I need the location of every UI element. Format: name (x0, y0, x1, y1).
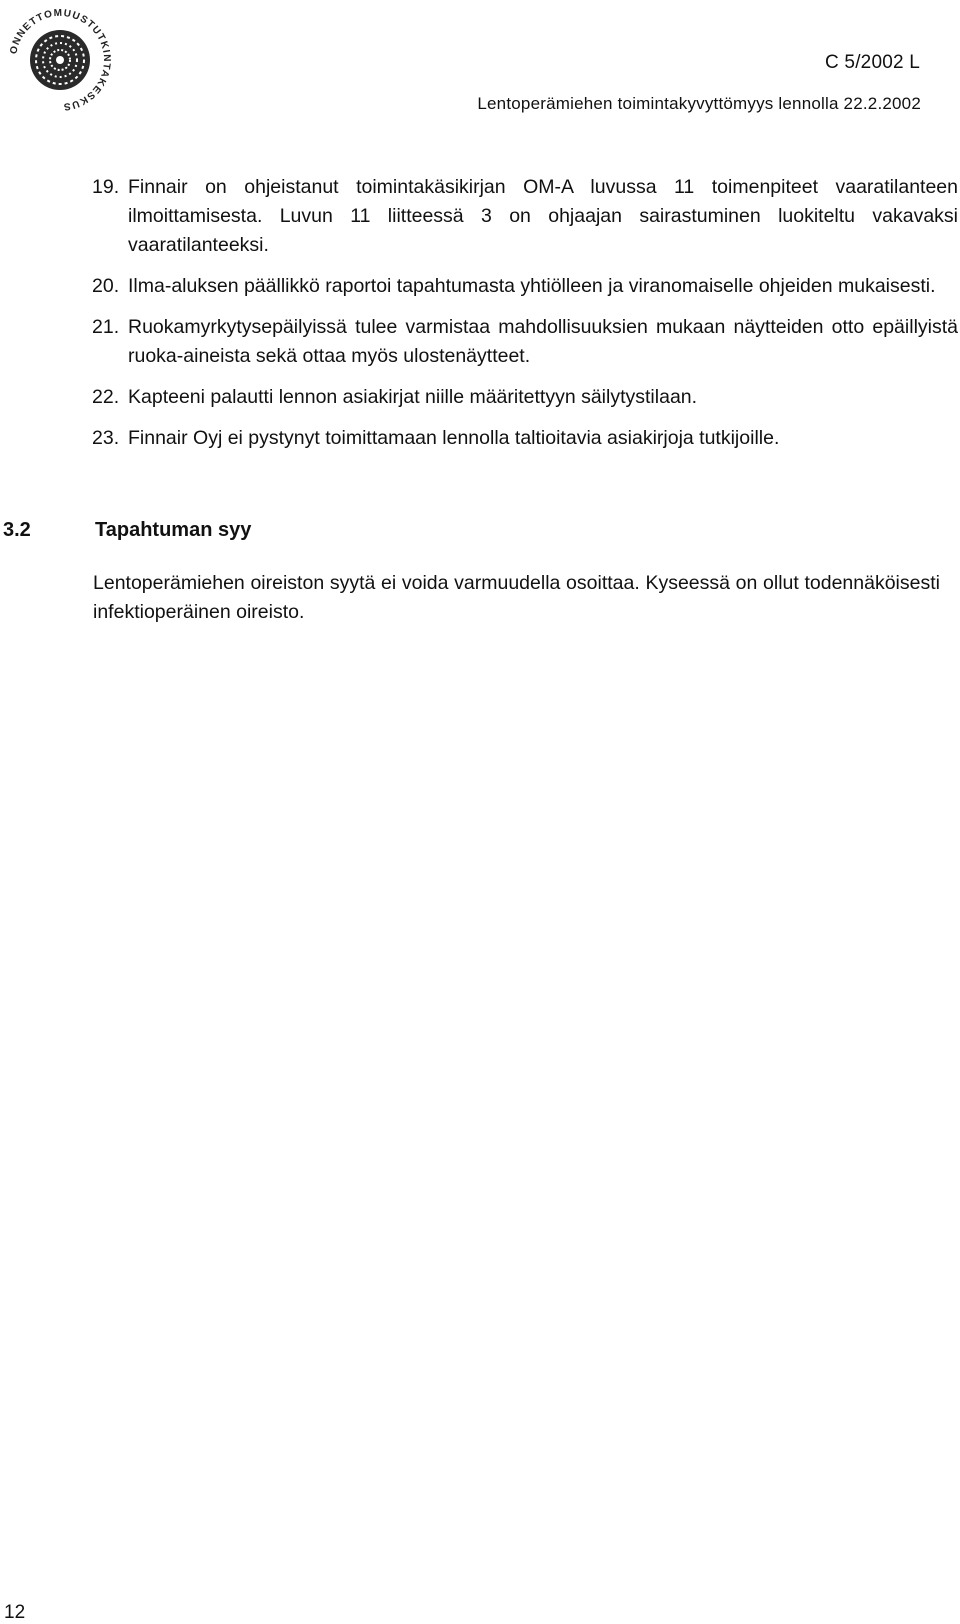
item-number: 20. (92, 275, 120, 297)
list-item (92, 313, 958, 371)
list-item (92, 424, 958, 453)
item-text: Ruokamyrkytysepäilyissä tulee varmistaa mahdollisuuksien mukaan näytteiden otto epäillyistä ruoka-aineista sekä ottaa myös ulostenäytteet. (128, 316, 958, 367)
findings-list (92, 173, 958, 465)
seal-logo (4, 4, 116, 116)
item-text: Finnair Oyj ei pystynyt toimittamaan lennolla taltioitavia asiakirjoja tutkijoille. (128, 427, 780, 449)
item-text: Finnair on ohjeistanut toimintakäsikirjan OM-A luvussa 11 toimenpiteet vaaratilanteen ilmoittamisesta. Luvun 11 liitteessä 3 on ohjaajan sairastuminen luokiteltu vakavaksi vaaratilanteeksi. (128, 176, 958, 256)
list-item (92, 383, 958, 412)
item-number: 23. (92, 427, 120, 449)
document-subtitle: Lentoperämiehen toimintakyvyttömyys lennolla 22.2.2002 (477, 94, 921, 113)
item-text: Ilma-aluksen päällikkö raportoi tapahtumasta yhtiölleen ja viranomaiselle ohjeiden mukaisesti. (128, 275, 936, 297)
sunburst-icon (30, 30, 90, 90)
item-number: 22. (92, 386, 120, 408)
list-item (92, 173, 958, 260)
document-code: C 5/2002 L (825, 52, 920, 73)
page-number: 12 (4, 1602, 26, 1623)
item-text: Kapteeni palautti lennon asiakirjat niille määritettyyn säilytystilaan. (128, 386, 698, 408)
svg-text:ONNETTOMUUSTUTKINTAKESKUS: ONNETTOMUUSTUTKINTAKESKUS (8, 7, 113, 113)
list-item (92, 272, 958, 301)
section-heading (3, 516, 251, 544)
section-title: Tapahtuman syy (95, 519, 252, 541)
item-number: 19. (92, 176, 120, 198)
section-number: 3.2 (3, 519, 31, 541)
section-paragraph: Lentoperämiehen oireiston syytä ei voida varmuudella osoittaa. Kyseessä on ollut todennäköisesti infektioperäinen oireisto. (93, 572, 940, 623)
item-number: 21. (92, 316, 120, 338)
